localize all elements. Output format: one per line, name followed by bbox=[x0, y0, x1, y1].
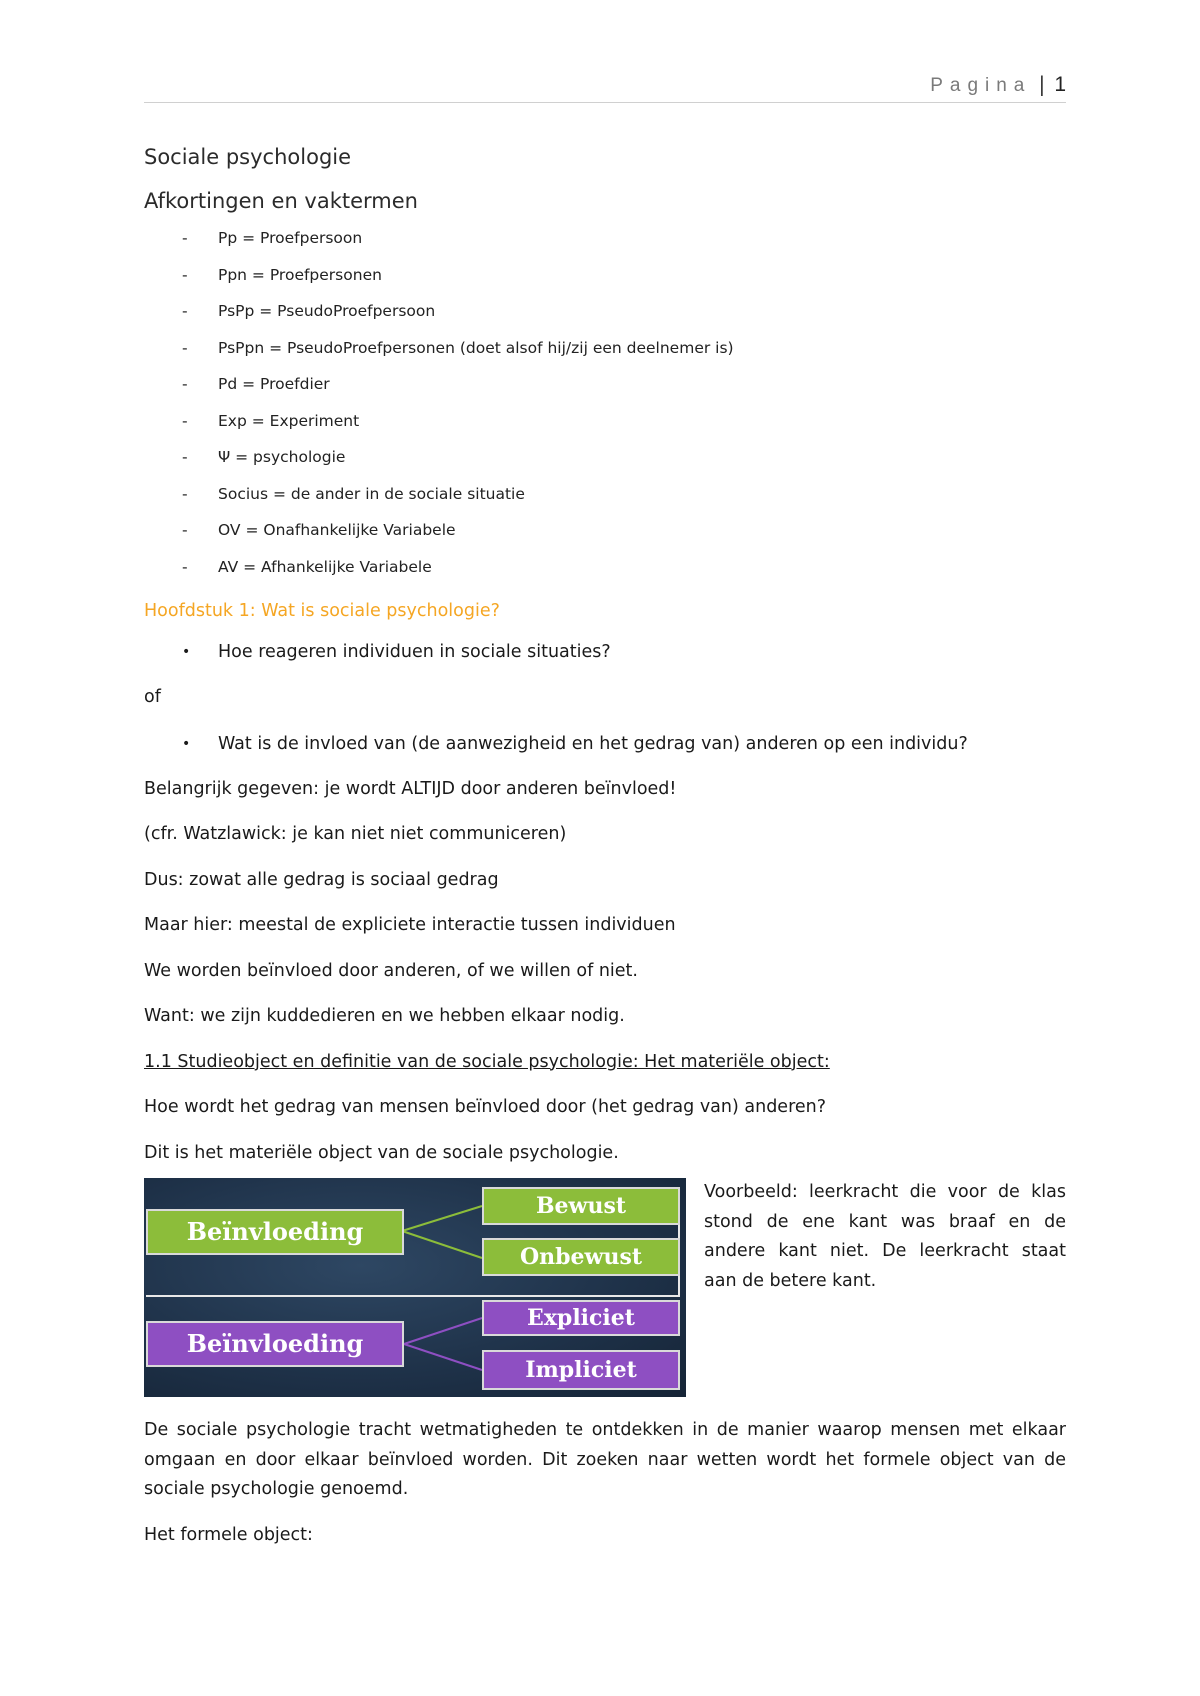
list-item: - Exp = Experiment bbox=[182, 411, 360, 430]
bullet-icon: • bbox=[182, 735, 191, 752]
body-line: Want: we zijn kuddedieren en we hebben elkaar nodig. bbox=[144, 1006, 625, 1026]
chapter-heading: Hoofdstuk 1: Wat is sociale psychologie? bbox=[144, 601, 500, 621]
section-subtitle: Afkortingen en vaktermen bbox=[144, 189, 418, 213]
or-text: of bbox=[144, 687, 161, 707]
list-item: - Ppn = Proefpersonen bbox=[182, 265, 382, 284]
material-object-line: Dit is het materiële object van de sociale psychologie. bbox=[144, 1142, 619, 1163]
document-title: Sociale psychologie bbox=[144, 145, 352, 169]
abbreviation-list bbox=[144, 220, 1066, 585]
section-heading: 1.1 Studieobject en definitie van de sociale psychologie: Het materiële object: bbox=[144, 1051, 830, 1072]
question-line: Hoe wordt het gedrag van mensen beïnvloed door (het gedrag van) anderen? bbox=[144, 1097, 827, 1117]
list-item: - OV = Onafhankelijke Variabele bbox=[182, 521, 456, 539]
bullet-icon: • bbox=[182, 644, 191, 660]
implicit-box: Impliciet bbox=[482, 1350, 680, 1390]
list-item: - AV = Afhankelijke Variabele bbox=[182, 557, 432, 576]
list-item: - Pd = Proefdier bbox=[182, 375, 330, 393]
formal-object-line: Het formele object: bbox=[144, 1524, 313, 1545]
page-content bbox=[144, 140, 1066, 1558]
list-item: - PsPpn = PseudoProefpersonen (doet alsof hij/zij een deelnemer is) bbox=[182, 338, 734, 357]
body-paragraph: De sociale psychologie tracht wetmatigheden te ontdekken in de manier waarop mensen met elkaar omgaan en door elkaar beïnvloed worden. Dit zoeken naar wetten wordt het formele object van de sociale psychologie genoemd. bbox=[144, 1420, 1066, 1499]
example-text: Voorbeeld: leerkracht die voor de klas stond de ene kant was braaf en de andere kant niet. De leerkracht staat aan de betere kant. bbox=[704, 1182, 1066, 1291]
body-line: Dus: zowat alle gedrag is sociaal gedrag bbox=[144, 869, 499, 890]
body-line: (cfr. Watzlawick: je kan niet niet communiceren) bbox=[144, 824, 567, 844]
list-item: - Socius = de ander in de sociale situatie bbox=[182, 484, 525, 503]
influence-box-purple: Beïnvloeding bbox=[146, 1321, 404, 1367]
page-number: 1 bbox=[1054, 73, 1066, 96]
unconscious-box: Onbewust bbox=[482, 1238, 680, 1276]
influence-diagram bbox=[144, 1178, 686, 1397]
body-line: Maar hier: meestal de expliciete interactie tussen individuen bbox=[144, 915, 676, 935]
influence-box-green: Beïnvloeding bbox=[146, 1209, 404, 1255]
list-item: - Pp = Proefpersoon bbox=[182, 229, 363, 247]
header-separator: | bbox=[1038, 72, 1046, 96]
conscious-box: Bewust bbox=[482, 1187, 680, 1225]
bullet-item: • Wat is de invloed van (de aanwezigheid en het gedrag van) anderen op een individu? bbox=[144, 721, 1066, 767]
body-line: Belangrijk gegeven: je wordt ALTIJD door anderen beïnvloed! bbox=[144, 778, 677, 799]
body-line: We worden beïnvloed door anderen, of we willen of niet. bbox=[144, 960, 638, 981]
figure-row bbox=[144, 1178, 1066, 1416]
page-header bbox=[144, 72, 1066, 103]
page-label: Pagina bbox=[930, 75, 1032, 96]
explicit-box: Expliciet bbox=[482, 1300, 680, 1336]
list-item: - PsPp = PseudoProefpersoon bbox=[182, 302, 436, 320]
list-item: - Ψ = psychologie bbox=[182, 448, 346, 466]
bullet-item: • Hoe reageren individuen in sociale situaties? bbox=[144, 629, 1066, 675]
